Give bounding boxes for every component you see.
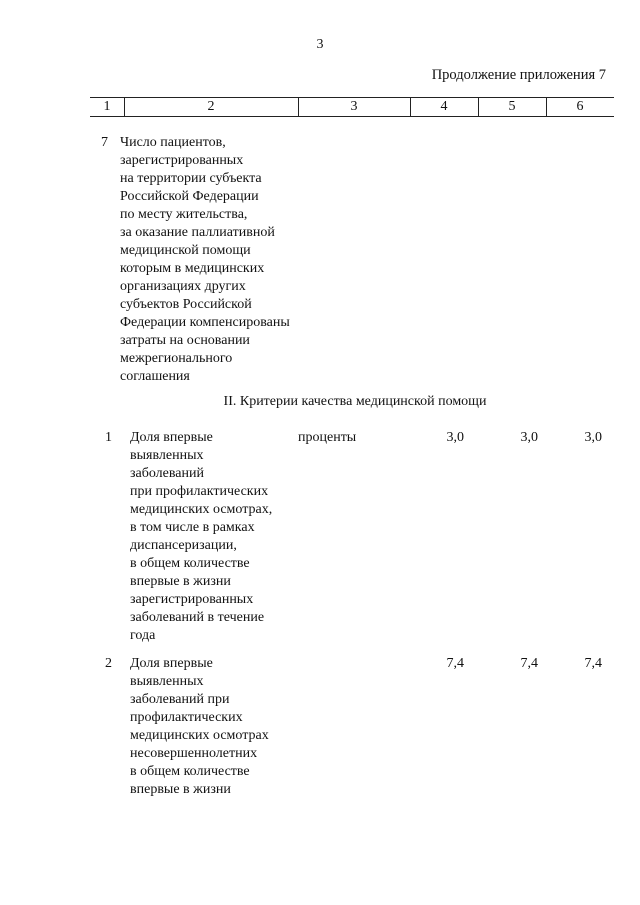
text-line: медицинской помощи (120, 243, 251, 258)
text-line: соглашения (120, 369, 190, 384)
row-number: 1 (105, 430, 112, 445)
text-line: впервые в жизни (130, 782, 231, 797)
value-col-6: 3,0 (584, 430, 602, 445)
text-line: в том числе в рамках (130, 520, 255, 535)
text-line: по месту жительства, (120, 207, 248, 222)
value-col-6: 7,4 (584, 656, 602, 671)
text-line: Доля впервые (130, 430, 213, 445)
row-description (120, 134, 330, 386)
row-description (130, 655, 330, 799)
text-line: затраты на основании (120, 333, 250, 348)
text-line: впервые в жизни (130, 574, 231, 589)
text-line: выявленных (130, 674, 204, 689)
column-header-row (90, 97, 614, 117)
text-line: субъектов Российской (120, 297, 252, 312)
text-line: зарегистрированных (120, 153, 244, 168)
text-line: заболеваний в течение (130, 610, 265, 625)
text-line: заболеваний (130, 466, 204, 481)
section-title: II. Критерии качества медицинской помощи (223, 394, 487, 409)
text-line: года (130, 628, 156, 643)
row-number: 7 (101, 135, 108, 150)
text-line: в общем количестве (130, 764, 250, 779)
text-line: при профилактических (130, 484, 269, 499)
row-number: 2 (105, 656, 112, 671)
page-number: 3 (316, 37, 324, 52)
text-line: Федерации компенсированы (120, 315, 290, 330)
text-line: Российской Федерации (120, 189, 259, 204)
text-line: выявленных (130, 448, 204, 463)
header-col-2: 2 (207, 99, 215, 114)
text-line: профилактических (130, 710, 243, 725)
text-line: диспансеризации, (130, 538, 237, 553)
continuation-label: Продолжение приложения 7 (431, 67, 606, 83)
text-line: организациях других (120, 279, 246, 294)
header-col-5: 5 (508, 99, 516, 114)
header-col-6: 6 (576, 99, 584, 114)
text-line: межрегионального (120, 351, 233, 366)
header-col-3: 3 (350, 99, 358, 114)
text-line: несовершеннолетних (130, 746, 258, 761)
text-line: которым в медицинских (120, 261, 265, 276)
row-description (130, 429, 330, 645)
value-col-5: 7,4 (520, 656, 538, 671)
text-line: зарегистрированных (130, 592, 254, 607)
text-line: заболеваний при (130, 692, 230, 707)
text-line: за оказание паллиативной (120, 225, 275, 240)
header-col-4: 4 (440, 99, 448, 114)
text-line: медицинских осмотрах, (130, 502, 273, 517)
value-col-4: 7,4 (446, 656, 464, 671)
header-col-1: 1 (103, 99, 111, 114)
text-line: в общем количестве (130, 556, 250, 571)
header-bottom-rule (90, 116, 614, 117)
text-line: на территории субъекта (120, 171, 262, 186)
text-line: Число пациентов, (120, 135, 226, 150)
text-line: медицинских осмотрах (130, 728, 269, 743)
text-line: Доля впервые (130, 656, 213, 671)
value-col-4: 3,0 (446, 430, 464, 445)
value-col-5: 3,0 (520, 430, 538, 445)
unit-label: проценты (298, 430, 357, 445)
